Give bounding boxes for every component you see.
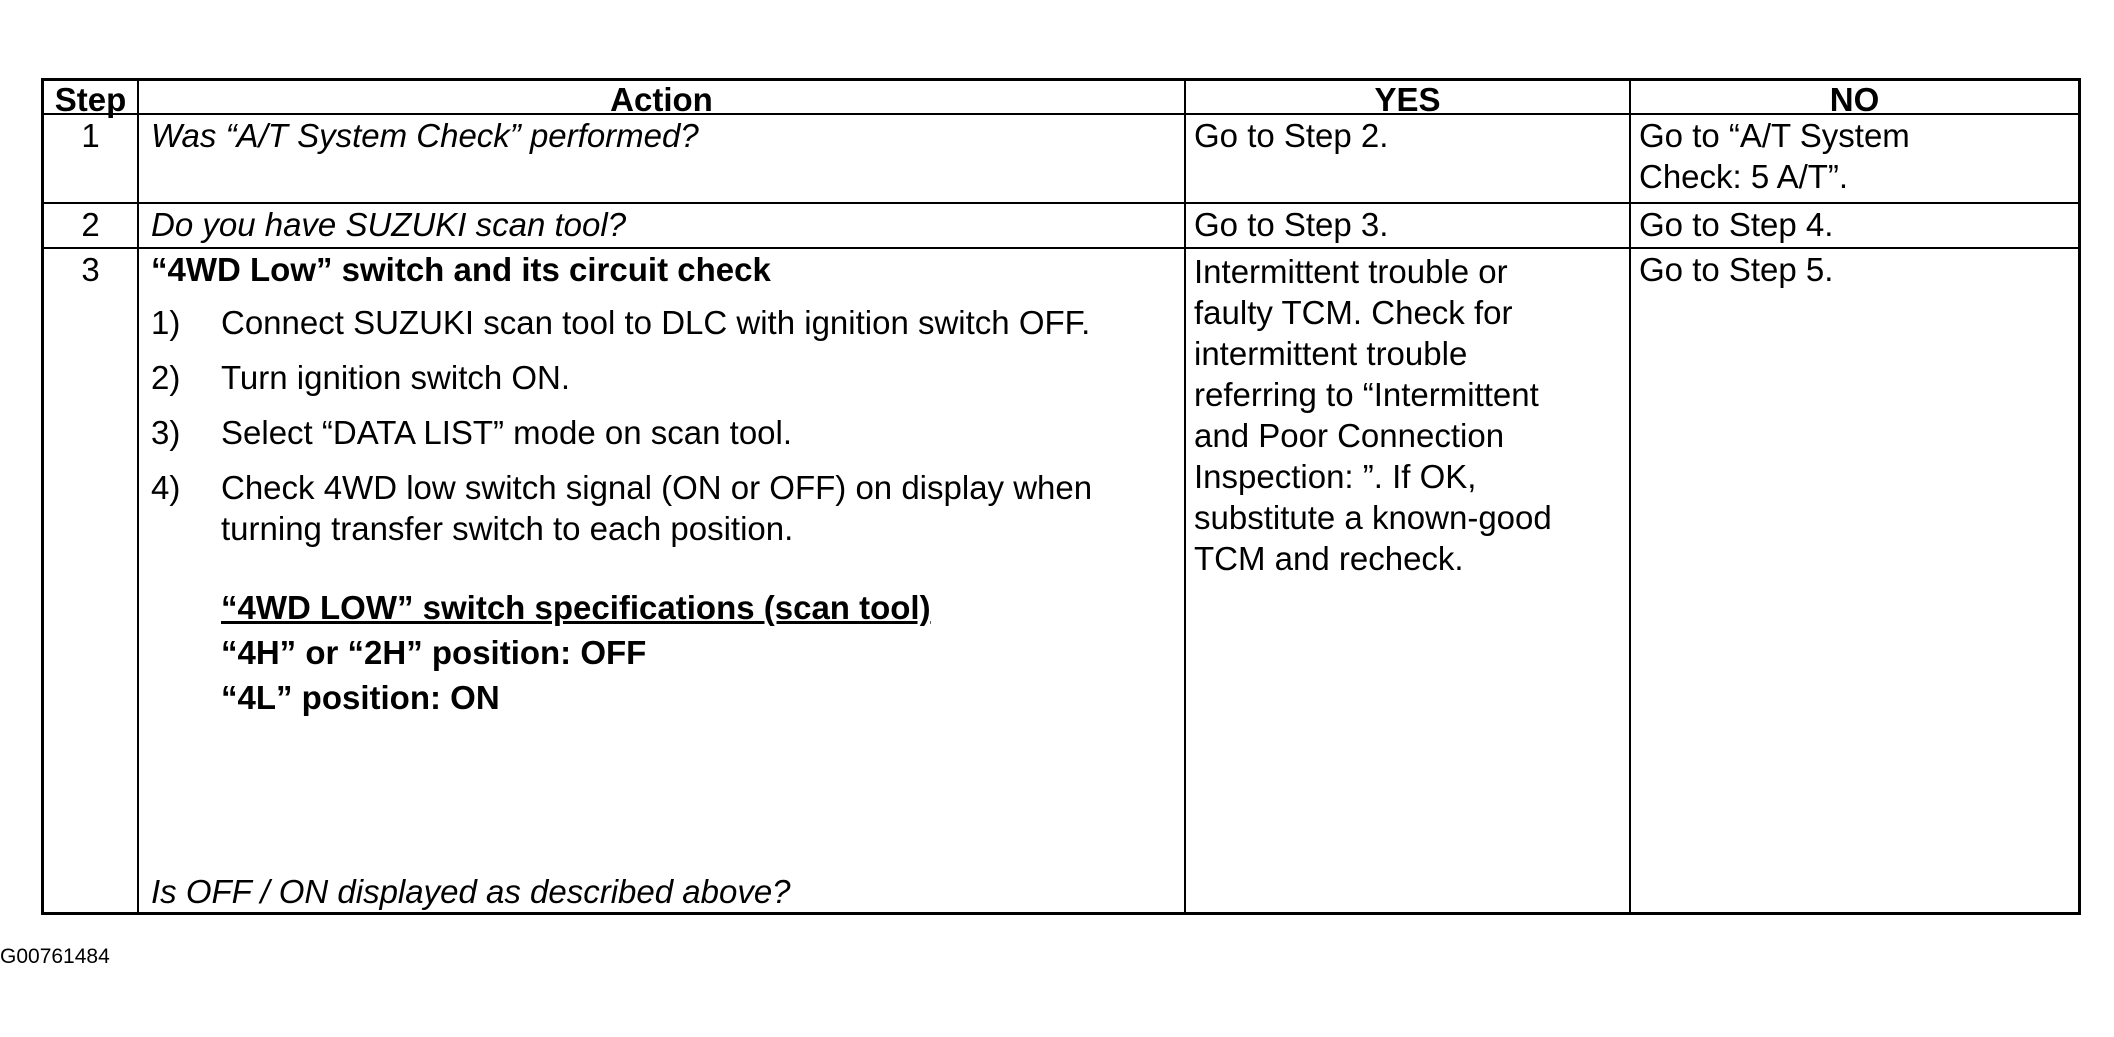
- yes-result-line: referring to “Intermittent: [1194, 376, 1539, 413]
- yes-result-line: and Poor Connection: [1194, 417, 1505, 454]
- switch-specifications: [151, 587, 1184, 718]
- figure-code: G00761484: [0, 945, 110, 968]
- substep-number: 4): [151, 469, 181, 506]
- procedure-substep: [151, 302, 1184, 343]
- header-step: Step: [44, 81, 139, 113]
- procedure-substep: [151, 357, 1184, 398]
- action-question: Do you have SUZUKI scan tool?: [139, 204, 1186, 247]
- spec-line: “4L” position: ON: [221, 679, 500, 716]
- diagnostic-table: [41, 78, 2081, 915]
- yes-result: [1186, 249, 1631, 912]
- step-number: 3: [44, 249, 139, 912]
- step-number: 1: [44, 115, 139, 202]
- table-row: [44, 204, 2078, 249]
- no-result: Go to Step 4.: [1639, 206, 1834, 243]
- action-question: Is OFF / ON displayed as described above?: [151, 873, 791, 910]
- no-result: Go to Step 5.: [1639, 251, 1834, 288]
- substep-text: Turn ignition switch ON.: [221, 359, 571, 396]
- yes-result: Go to Step 3.: [1186, 204, 1631, 247]
- substep-number: 3): [151, 414, 181, 451]
- table-row: [44, 249, 2078, 912]
- yes-result-line: Inspection: ”. If OK,: [1194, 458, 1477, 495]
- yes-result-line: faulty TCM. Check for: [1194, 294, 1513, 331]
- step-number: 2: [44, 204, 139, 247]
- no-result: [1631, 115, 2078, 202]
- header-yes: YES: [1186, 81, 1631, 113]
- spec-line: “4H” or “2H” position: OFF: [221, 634, 647, 671]
- procedure-substep: [151, 467, 1184, 549]
- substep-number: 2): [151, 359, 181, 396]
- substep-number: 1): [151, 304, 181, 341]
- procedure-substep: [151, 412, 1184, 453]
- substep-text: Select “DATA LIST” mode on scan tool.: [221, 414, 793, 451]
- yes-result-line: substitute a known-good: [1194, 499, 1552, 536]
- yes-result: Go to Step 2.: [1186, 115, 1631, 202]
- procedure-title: “4WD Low” switch and its circuit check: [151, 251, 771, 288]
- action-procedure: [139, 249, 1186, 912]
- table-row: [44, 115, 2078, 204]
- no-result-line: Check: 5 A/T”.: [1639, 158, 1849, 195]
- table-header-row: [44, 81, 2078, 118]
- substep-text: Check 4WD low switch signal (ON or OFF) on display when turning transfer switch to each position.: [221, 469, 1093, 547]
- yes-result-line: intermittent trouble: [1194, 335, 1468, 372]
- yes-result-line: TCM and recheck.: [1194, 540, 1464, 577]
- spec-title: “4WD LOW” switch specifications (scan tool): [221, 589, 931, 626]
- substep-text: Connect SUZUKI scan tool to DLC with ignition switch OFF.: [221, 304, 1091, 341]
- header-no: NO: [1829, 81, 1880, 118]
- yes-result-line: Intermittent trouble or: [1194, 253, 1508, 290]
- no-result-line: Go to “A/T System: [1639, 117, 1910, 154]
- header-action: Action: [139, 81, 1186, 113]
- action-question: Was “A/T System Check” performed?: [139, 115, 1186, 202]
